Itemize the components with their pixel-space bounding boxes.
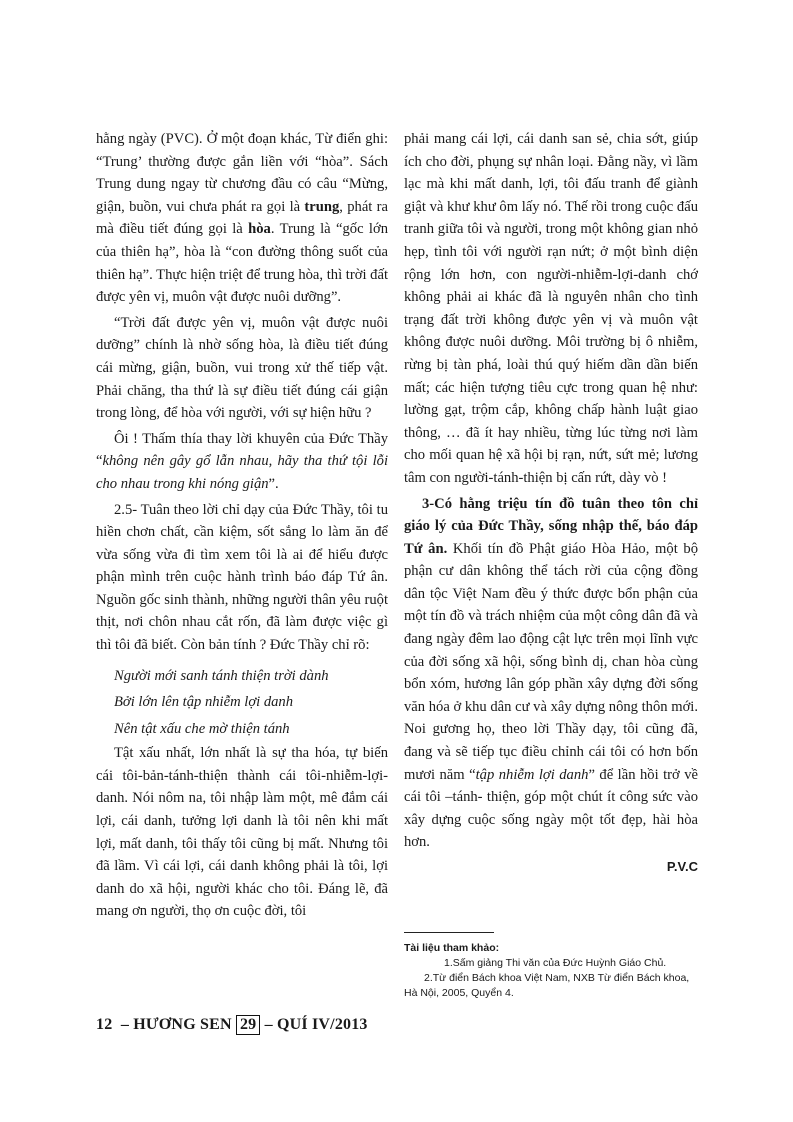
section-heading: 3-Có hằng triệu tín đồ tuân theo tôn chỉ giáo lý của Đức Thầy, sống nhập thế, báo đáp Tứ ân. xyxy=(404,495,698,557)
author-signature: P.V.C xyxy=(666,859,698,874)
paragraph: Ôi ! Thấm thía thay lời khuyên của Đức Thầy “không nên gây gổ lẫn nhau, hãy tha thứ tội lỗi cho nhau trong khi nóng giận”. xyxy=(96,430,388,492)
verse-quote xyxy=(96,663,388,743)
paragraph: “Trời đất được yên vị, muôn vật được nuôi dưỡng” chính là nhờ sống hòa, là điều tiết đúng cái mừng, giận, buồn, vui trong xử thế tiếp vật. Phải chăng, tha thứ là sự điều tiết đúng cái giận trong lòng, để hòa với người, với sự hiện hữu ? xyxy=(96,314,388,422)
paragraph: phải mang cái lợi, cái danh san sẻ, chia sớt, giúp ích cho đời, phụng sự nhân loại. Đằng nầy, vì lầm lạc mà khi mất danh, lợi, tôi đấu tranh để giành giật và khư khư ôm lấy nó. Thế rồi trong cuộc đấu tranh giữa tôi và người, trong một không gian nhỏ hẹp, tình tôi với người rạn nứt; ở một bình diện rộng lớn hơn, con người-nhiễm-lợi-danh chớ không phải ai khác đã là nguyên nhân cho tình trạng đất trời không được yên vị và muôn vật không được nuôi dưỡng. Môi trường bị ô nhiễm, rừng bị tàn phá, loài thú quý hiếm dần dần biến mất; các hiện tượng tiêu cực trong quan hệ như: lường gạt, trộm cắp, không chấp hành luật giao thông, … đã ít hay nhiều, từng lúc từng nơi làm cho mối quan hệ xã hội bị rạn, nứt, sứt mẻ; lương tâm con người-tánh-thiện bị cấn rứt, dày vò ! xyxy=(404,131,698,486)
left-column xyxy=(96,128,388,923)
verse-line: Bởi lớn lên tập nhiễm lợi danh xyxy=(114,694,294,711)
verse-line: Nên tật xấu che mờ thiện tánh xyxy=(114,720,290,737)
references-title: Tài liệu tham khảo: xyxy=(404,942,500,954)
page-footer xyxy=(96,1015,368,1035)
paragraph: 2.5- Tuân theo lời chỉ dạy của Đức Thầy, tôi tu hiền chơn chất, cần kiệm, sốt sắng lo làm ăn để vừa sống vừa đi tìm xem tôi là ai để hiểu được phận mình trên cuộc hành trình báo đáp Tứ ân. Nguồn gốc sinh thành, những người thân yêu ruột thịt, nơi chôn nhau cắt rốn, đã làm được việc gì thì tôi đã biết. Còn bản tính ? Đức Thầy chỉ rõ: xyxy=(96,501,388,654)
issue-number: 29 xyxy=(236,1015,260,1035)
issue-quarter: – QUÍ IV/2013 xyxy=(264,1016,368,1033)
paragraph: 3-Có hằng triệu tín đồ tuân theo tôn chỉ giáo lý của Đức Thầy, sống nhập thế, báo đáp Tứ ân. Khối tín đồ Phật giáo Hòa Hảo, một bộ phận cư dân không thể tách rời của cộng đồng dân tộc Việt Nam đều ý thức được bổn phận của một tín đồ và trách nhiệm của một công dân đã và đang ngày đêm lao động cật lực trên mọi lĩnh vực của đời sống xã hội, sống bình dị, chan hòa cùng bổn xóm, hương lân góp phần xây dựng đời sống văn hóa ở khu dân cư và xây dựng nông thôn mới. Noi gương họ, theo lời Thầy dạy, tôi cũng đã, đang và sẽ tiếp tục điều chỉnh cái tôi có hơn bốn mươi năm “tập nhiễm lợi danh” để lần hồi trở về cái tôi –tánh- thiện, góp một chút ít công sức vào xây dựng cuộc sống ngày một tốt đẹp, hài hòa hơn. xyxy=(404,495,698,851)
page-number: 12 xyxy=(96,1016,113,1033)
right-column xyxy=(404,128,698,879)
reference-item: 2.Từ điển Bách khoa Việt Nam, NXB Từ điển Bách khoa, Hà Nội, 2005, Quyển 4. xyxy=(404,972,690,999)
references xyxy=(404,932,698,1001)
reference-item: 1.Sấm giảng Thi văn của Đức Huỳnh Giáo Chủ. xyxy=(444,957,667,969)
verse-line: Người mới sanh tánh thiện trời dành xyxy=(114,667,329,684)
magazine-name: – HƯƠNG SEN xyxy=(120,1016,232,1033)
paragraph: Tật xấu nhất, lớn nhất là sự tha hóa, tự biến cái tôi-bản-tánh-thiện thành cái tôi-nhiễm-lợi-danh. Nói nôm na, tôi nhập làm một, mê đắm cái lợi, cái danh, tưởng lợi danh là tôi nên khi mất lợi, mất danh, tôi thấy tôi cũng bị mất. Nhưng tôi đã lầm. Vì cái lợi, cái danh không phải là tôi, lợi danh do xã hội, người khác cho tôi. Đáng lẽ, đã mang ơn người, thọ ơn cuộc đời, tôi xyxy=(96,745,388,920)
divider xyxy=(404,932,494,933)
paragraph: hằng ngày (PVC). Ở một đoạn khác, Từ điển ghi: “Trung’ thường được gắn liền với “hòa”. Sách Trung dung ngay từ chương đầu có câu “Mừng, giận, buồn, vui chưa phát ra gọi là trung, phát ra mà điều tiết đúng gọi là hòa. Trung là “gốc lớn của thiên hạ”, hòa là “con đường thông suốt của thiên hạ”. Thực hiện triệt để trung hòa, thì trời đất được yên vị, muôn vật được nuôi dưỡng”. xyxy=(96,131,388,306)
